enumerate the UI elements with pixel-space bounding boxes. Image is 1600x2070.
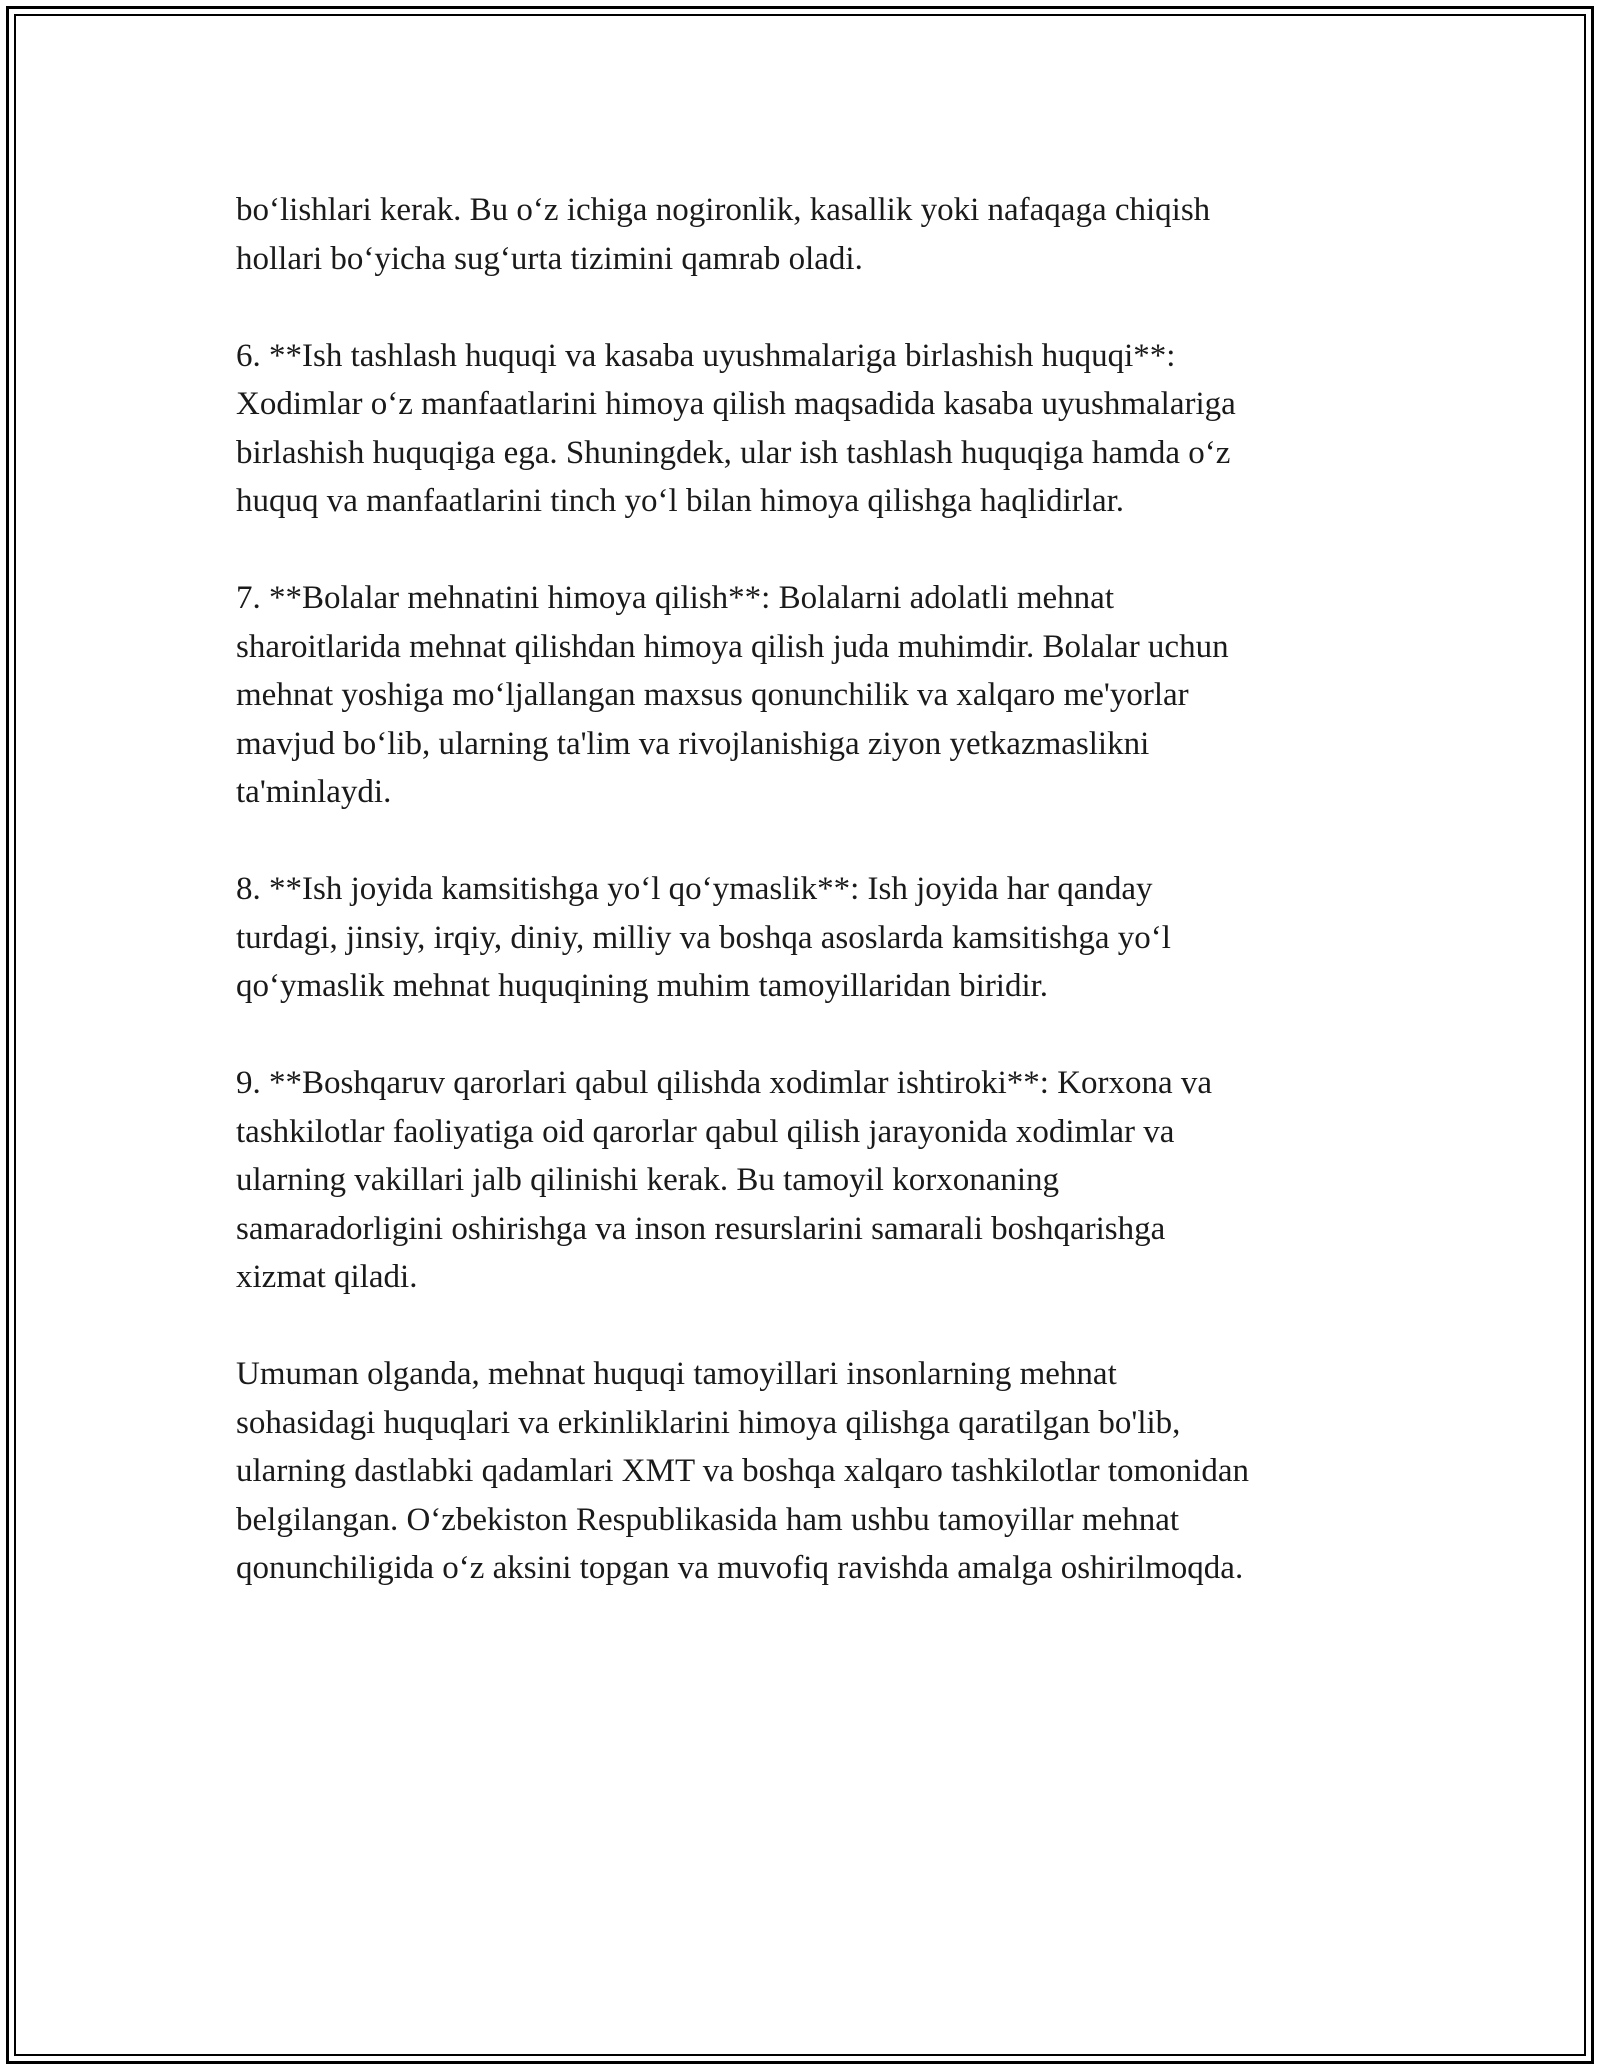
text-line: ularning vakillari jalb qilinishi kerak. Bu tamoyil korxonaning: [236, 1162, 1060, 1198]
text-line: 7. **Bolalar mehnatini himoya qilish**: Bolalarni adolatli mehnat: [236, 580, 1114, 616]
text-line: belgilangan. O‘zbekiston Respublikasida ham ushbu tamoyillar mehnat: [236, 1501, 1180, 1538]
text-line: sohasidagi huquqlari va erkinliklarini himoya qilishga qaratilgan bo'lib,: [236, 1404, 1181, 1441]
text-line: qo‘ymaslik mehnat huquqining muhim tamoyillaridan biridir.: [236, 968, 1049, 1004]
text-line: samaradorligini oshirishga va inson resurslarini samarali boshqarishga: [236, 1210, 1166, 1247]
paragraph-conclusion: [236, 1350, 1416, 1593]
text-line: bo‘lishlari kerak. Bu o‘z ichiga nogironlik, kasallik yoki nafaqaga chiqish: [236, 192, 1211, 228]
paragraph-insurance-continuation: [236, 186, 1416, 283]
paragraph-item-7: [236, 574, 1416, 817]
text-line: 8. **Ish joyida kamsitishga yo‘l qo‘ymaslik**: Ish joyida har qanday: [236, 871, 1153, 907]
text-line: ularning dastlabki qadamlari XMT va boshqa xalqaro tashkilotlar tomonidan: [236, 1453, 1249, 1489]
text-line: birlashish huquqiga ega. Shuningdek, ular ish tashlash huquqiga hamda o‘z: [236, 434, 1231, 471]
text-line: mehnat yoshiga mo‘ljallangan maxsus qonunchilik va xalqaro me'yorlar: [236, 677, 1189, 713]
text-line: xizmat qiladi.: [236, 1259, 418, 1295]
paragraph-item-8: [236, 865, 1416, 1011]
text-line: mavjud bo‘lib, ularning ta'lim va rivojlanishiga ziyon yetkazmaslikni: [236, 725, 1150, 762]
document-body: [236, 186, 1416, 1641]
paragraph-item-9: [236, 1059, 1416, 1302]
paragraph-item-6: [236, 332, 1416, 526]
text-line: ta'minlaydi.: [236, 774, 392, 810]
text-line: tashkilotlar faoliyatiga oid qarorlar qabul qilish jarayonida xodimlar va: [236, 1113, 1175, 1150]
text-line: Xodimlar o‘z manfaatlarini himoya qilish maqsadida kasaba uyushmalariga: [236, 386, 1236, 422]
text-line: 6. **Ish tashlash huquqi va kasaba uyushmalariga birlashish huquqi**:: [236, 337, 1176, 374]
text-line: 9. **Boshqaruv qarorlari qabul qilishda xodimlar ishtiroki**: Korxona va: [236, 1065, 1213, 1101]
text-line: hollari bo‘yicha sug‘urta tizimini qamrab oladi.: [236, 240, 863, 277]
text-line: turdagi, jinsiy, irqiy, diniy, milliy va boshqa asoslarda kamsitishga yo‘l: [236, 919, 1171, 956]
text-line: Umuman olganda, mehnat huquqi tamoyillari insonlarning mehnat: [236, 1356, 1117, 1392]
text-line: sharoitlarida mehnat qilishdan himoya qilish juda muhimdir. Bolalar uchun: [236, 628, 1229, 665]
text-line: qonunchiligida o‘z aksini topgan va muvofiq ravishda amalga oshirilmoqda.: [236, 1550, 1244, 1586]
text-line: huquq va manfaatlarini tinch yo‘l bilan himoya qilishga haqlidirlar.: [236, 483, 1125, 519]
